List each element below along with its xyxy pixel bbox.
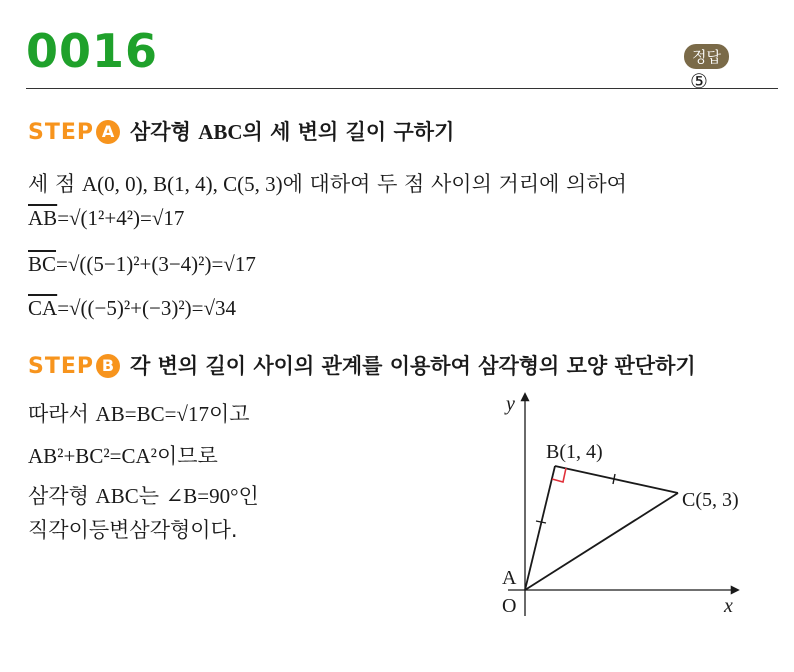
y-axis-label: y bbox=[506, 393, 515, 415]
step-b-line-3: 삼각형 ABC는 ∠B=90°인 bbox=[28, 484, 259, 508]
side-ab bbox=[525, 466, 555, 590]
problem-number: 0016 bbox=[26, 24, 159, 78]
answer-badge: 정답 bbox=[684, 44, 729, 69]
step-a-title: 삼각형 ABC의 세 변의 길이 구하기 bbox=[130, 120, 455, 144]
side-ca bbox=[525, 493, 678, 590]
triangle-figure bbox=[490, 388, 780, 628]
step-b-line-4: 직각이등변삼각형이다. bbox=[28, 518, 238, 542]
step-a-line-ca: $\overline{CA}=√((-5)^2+(-3)^2)=√34$ bbox=[28, 296, 237, 320]
point-a-label: A bbox=[502, 567, 517, 589]
tick-bc bbox=[613, 474, 615, 484]
step-a-line-ab: $\overline{AB}=√(1^2+4^2)=√17$ bbox=[28, 206, 185, 230]
answer-label bbox=[684, 44, 748, 93]
x-axis-label: x bbox=[724, 595, 733, 617]
segment-ab: $\overline{AB}$ bbox=[28, 206, 58, 230]
step-a-letter-icon: A bbox=[96, 120, 120, 144]
step-b-line-2: AB²+BC²=CA²이므로 bbox=[28, 444, 218, 468]
point-c-label: C(5, 3) bbox=[682, 489, 739, 511]
segment-ca: $\overline{CA}$ bbox=[28, 296, 58, 320]
step-b-line-1: 따라서 AB=BC=√17이고 bbox=[28, 402, 250, 426]
answer-value: ⑤ bbox=[690, 69, 708, 93]
origin-label: O bbox=[502, 595, 517, 617]
step-a-line-1: 세 점 A(0, 0), B(1, 4), C(5, 3)에 대하여 두 점 사이의 거리에 의하여 bbox=[28, 172, 627, 196]
tick-ab bbox=[536, 521, 546, 523]
step-b-header bbox=[28, 350, 696, 380]
step-a-label: STEP bbox=[28, 120, 95, 145]
step-b-title: 각 변의 길이 사이의 관계를 이용하여 삼각형의 모양 판단하기 bbox=[130, 354, 696, 378]
point-b-label: B(1, 4) bbox=[546, 441, 603, 463]
step-a-header bbox=[28, 116, 454, 146]
step-b-label: STEP bbox=[28, 354, 95, 379]
header-divider bbox=[26, 88, 778, 89]
segment-bc: $\overline{BC}$ bbox=[28, 252, 57, 276]
step-b-letter-icon: B bbox=[96, 354, 120, 378]
step-a-line-bc: $\overline{BC}=√((5-1)^2+(3-4)^2)=√17$ bbox=[28, 252, 256, 276]
side-bc bbox=[555, 466, 678, 493]
